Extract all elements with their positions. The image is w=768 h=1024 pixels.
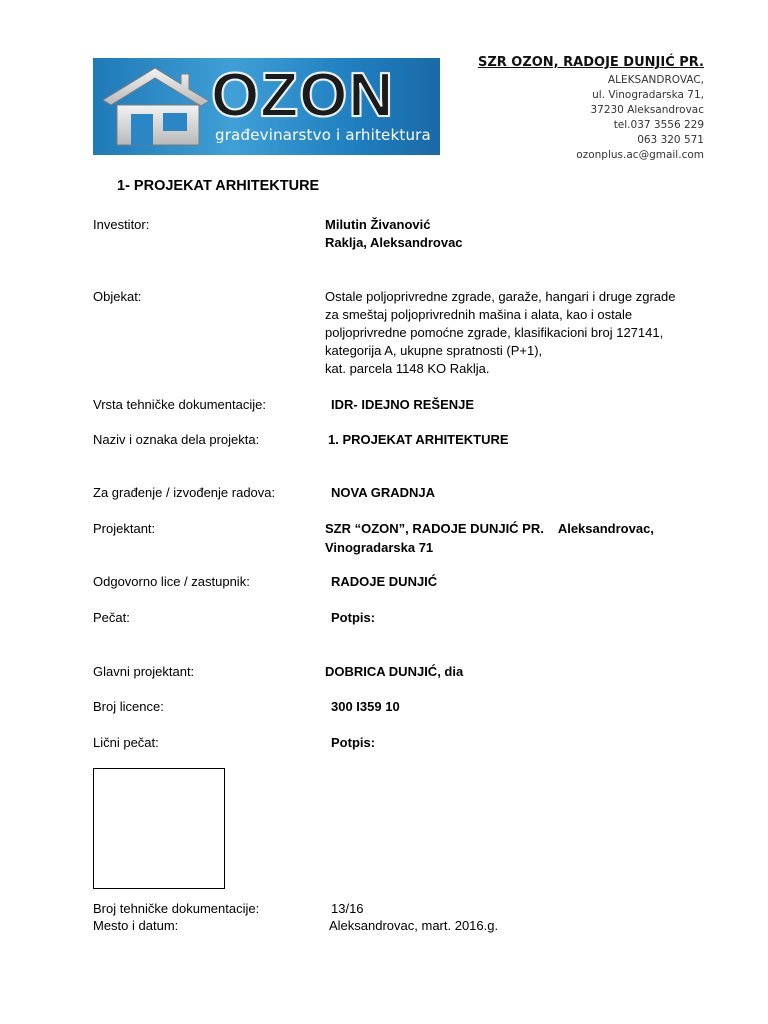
- investitor-name: Milutin Živanović: [325, 217, 431, 232]
- objekat-line: kategorija A, ukupne spratnosti (P+1),: [325, 343, 543, 358]
- company-mobile: 063 320 571: [637, 134, 704, 146]
- broj-dokumentacije-label: Broj tehničke dokumentacije:: [93, 901, 260, 916]
- odgovorno-value: RADOJE DUNJIĆ: [331, 574, 438, 589]
- potpis-label: Potpis:: [331, 735, 376, 750]
- vrsta-label: Vrsta tehničke dokumentacije:: [93, 397, 266, 412]
- stamp-box: [93, 768, 225, 889]
- company-city: ALEKSANDROVAC,: [607, 74, 704, 86]
- section-title: 1- PROJEKAT ARHITEKTURE: [117, 178, 320, 194]
- company-header: [478, 55, 704, 163]
- odgovorno-label: Odgovorno lice / zastupnik:: [93, 574, 250, 589]
- glavni-projektant-label: Glavni projektant:: [93, 664, 195, 679]
- company-name: SZR OZON, RADOJE DUNJIĆ PR.: [477, 55, 704, 70]
- naziv-label: Naziv i oznaka dela projekta:: [93, 432, 260, 447]
- licni-pecat-label: Lični pečat:: [93, 735, 159, 750]
- projektant-value: SZR “OZON”, RADOJE DUNJIĆ PR. Aleksandrovac,: [325, 521, 654, 536]
- objekat-line: kat. parcela 1148 KO Raklja.: [325, 361, 490, 376]
- vrsta-value: IDR- IDEJNO REŠENJE: [331, 397, 475, 412]
- company-logo: [93, 58, 440, 155]
- gradjenje-label: Za građenje / izvođenje radova:: [93, 485, 276, 500]
- broj-dokumentacije-value: 13/16: [331, 901, 364, 916]
- objekat-label: Objekat:: [93, 289, 142, 304]
- mesto-datum-value: Aleksandrovac, mart. 2016.g.: [329, 918, 499, 933]
- objekat-line: poljoprivredne pomoćne zgrade, klasifikacioni broj 127141,: [325, 325, 664, 340]
- objekat-line: za smeštaj poljoprivrednih mašina i alata, kao i ostale: [325, 307, 633, 322]
- mesto-datum-label: Mesto i datum:: [93, 918, 179, 933]
- naziv-value: 1. PROJEKAT ARHITEKTURE: [328, 432, 509, 447]
- company-email: ozonplus.ac@gmail.com: [576, 149, 704, 161]
- company-street: ul. Vinogradarska 71,: [592, 89, 704, 101]
- investitor-label: Investitor:: [93, 217, 150, 232]
- gradjenje-value: NOVA GRADNJA: [331, 485, 436, 500]
- company-phone: tel.037 3556 229: [613, 119, 704, 131]
- logo-subtitle: građevinarstvo i arhitektura: [215, 126, 431, 144]
- pecat-label: Pečat:: [93, 610, 130, 625]
- projektant-address: Vinogradarska 71: [325, 540, 434, 555]
- glavni-projektant-value: DOBRICA DUNJIĆ, dia: [325, 664, 464, 679]
- licenca-value: 300 I359 10: [331, 699, 400, 714]
- licenca-label: Broj licence:: [93, 699, 164, 714]
- objekat-line: Ostale poljoprivredne zgrade, garaže, hangari i druge zgrade: [325, 289, 676, 304]
- investitor-address: Raklja, Aleksandrovac: [325, 235, 463, 250]
- house-icon: [93, 58, 223, 155]
- company-postal: 37230 Aleksandrovac: [590, 104, 704, 116]
- projektant-label: Projektant:: [93, 521, 156, 536]
- logo-wordmark: OZON: [211, 61, 395, 130]
- potpis-label: Potpis:: [331, 610, 376, 625]
